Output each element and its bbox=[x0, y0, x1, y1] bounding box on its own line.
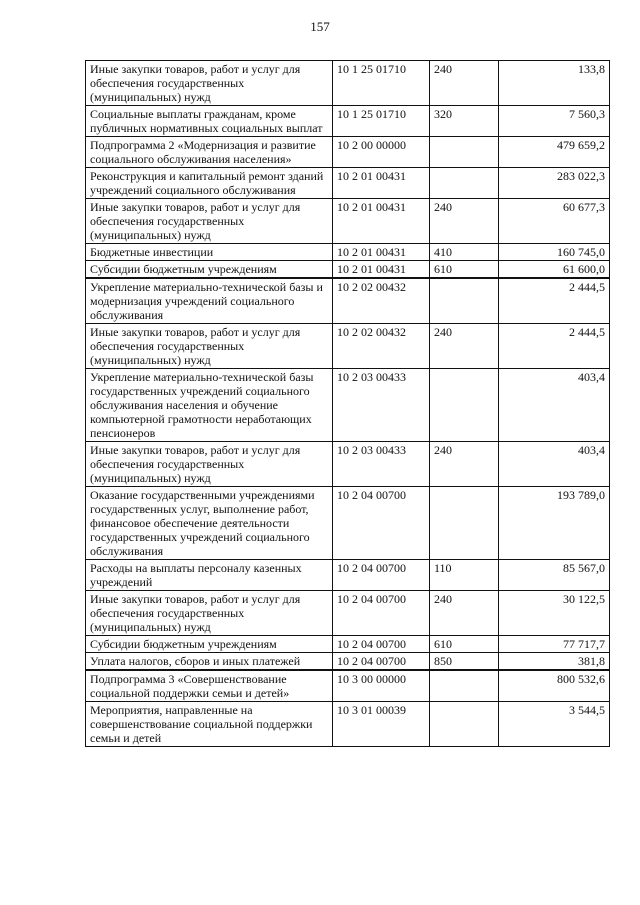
row-code: 10 1 25 01710 bbox=[333, 61, 430, 106]
row-amount: 7 560,3 bbox=[499, 106, 610, 137]
row-amount: 61 600,0 bbox=[499, 261, 610, 279]
row-code: 10 3 01 00039 bbox=[333, 702, 430, 747]
row-amount: 381,8 bbox=[499, 653, 610, 671]
budget-table-body bbox=[86, 61, 610, 747]
row-type bbox=[430, 137, 499, 168]
row-amount: 85 567,0 bbox=[499, 560, 610, 591]
table-row bbox=[86, 261, 610, 279]
row-amount: 283 022,3 bbox=[499, 168, 610, 199]
row-code: 10 2 04 00700 bbox=[333, 560, 430, 591]
row-type: 240 bbox=[430, 442, 499, 487]
row-amount: 160 745,0 bbox=[499, 244, 610, 261]
row-type: 110 bbox=[430, 560, 499, 591]
row-code: 10 2 02 00432 bbox=[333, 278, 430, 324]
row-name: Иные закупки товаров, работ и услуг для обеспечения государственных (муниципальных) нужд bbox=[86, 442, 333, 487]
row-amount: 800 532,6 bbox=[499, 670, 610, 702]
row-code: 10 2 04 00700 bbox=[333, 636, 430, 653]
row-name: Субсидии бюджетным учреждениям bbox=[86, 261, 333, 279]
row-name: Иные закупки товаров, работ и услуг для обеспечения государственных (муниципальных) нужд bbox=[86, 61, 333, 106]
row-type: 850 bbox=[430, 653, 499, 671]
row-type bbox=[430, 278, 499, 324]
row-name: Мероприятия, направленные на совершенствование социальной поддержки семьи и детей bbox=[86, 702, 333, 747]
row-code: 10 2 04 00700 bbox=[333, 653, 430, 671]
row-name: Иные закупки товаров, работ и услуг для обеспечения государственных (муниципальных) нужд bbox=[86, 591, 333, 636]
table-row bbox=[86, 324, 610, 369]
row-amount: 193 789,0 bbox=[499, 487, 610, 560]
row-name: Уплата налогов, сборов и иных платежей bbox=[86, 653, 333, 671]
table-row bbox=[86, 591, 610, 636]
table-row bbox=[86, 653, 610, 671]
row-type: 320 bbox=[430, 106, 499, 137]
table-row bbox=[86, 487, 610, 560]
row-code: 10 2 01 00431 bbox=[333, 168, 430, 199]
row-type: 610 bbox=[430, 261, 499, 279]
row-amount: 30 122,5 bbox=[499, 591, 610, 636]
row-code: 10 2 01 00431 bbox=[333, 261, 430, 279]
row-type: 240 bbox=[430, 324, 499, 369]
table-row bbox=[86, 199, 610, 244]
row-type bbox=[430, 702, 499, 747]
table-row bbox=[86, 106, 610, 137]
table-row bbox=[86, 702, 610, 747]
row-code: 10 2 04 00700 bbox=[333, 487, 430, 560]
table-row bbox=[86, 442, 610, 487]
row-name: Оказание государственными учреждениями государственных услуг, выполнение работ, финансовое обеспечение деятельности государственных учреждений социального обслуживания bbox=[86, 487, 333, 560]
row-name: Реконструкция и капитальный ремонт зданий учреждений социального обслуживания bbox=[86, 168, 333, 199]
row-name: Бюджетные инвестиции bbox=[86, 244, 333, 261]
row-amount: 133,8 bbox=[499, 61, 610, 106]
table-row bbox=[86, 278, 610, 324]
table-row bbox=[86, 244, 610, 261]
row-name: Социальные выплаты гражданам, кроме публичных нормативных социальных выплат bbox=[86, 106, 333, 137]
table-row bbox=[86, 369, 610, 442]
row-code: 10 1 25 01710 bbox=[333, 106, 430, 137]
row-type: 240 bbox=[430, 199, 499, 244]
row-code: 10 2 03 00433 bbox=[333, 442, 430, 487]
row-code: 10 2 00 00000 bbox=[333, 137, 430, 168]
page-number: 157 bbox=[310, 19, 330, 34]
row-type: 240 bbox=[430, 591, 499, 636]
table-row bbox=[86, 61, 610, 106]
row-code: 10 2 04 00700 bbox=[333, 591, 430, 636]
row-amount: 479 659,2 bbox=[499, 137, 610, 168]
row-amount: 77 717,7 bbox=[499, 636, 610, 653]
row-code: 10 2 01 00431 bbox=[333, 244, 430, 261]
row-type: 610 bbox=[430, 636, 499, 653]
row-name: Укрепление материально-технической базы и модернизация учреждений социального обслуживания bbox=[86, 278, 333, 324]
row-amount: 2 444,5 bbox=[499, 278, 610, 324]
row-name: Иные закупки товаров, работ и услуг для обеспечения государственных (муниципальных) нужд bbox=[86, 324, 333, 369]
row-name: Субсидии бюджетным учреждениям bbox=[86, 636, 333, 653]
row-code: 10 2 02 00432 bbox=[333, 324, 430, 369]
budget-table bbox=[85, 60, 610, 747]
row-name: Подпрограмма 3 «Совершенствование социальной поддержки семьи и детей» bbox=[86, 670, 333, 702]
row-type bbox=[430, 168, 499, 199]
row-type: 410 bbox=[430, 244, 499, 261]
row-amount: 403,4 bbox=[499, 442, 610, 487]
row-amount: 2 444,5 bbox=[499, 324, 610, 369]
row-code: 10 2 03 00433 bbox=[333, 369, 430, 442]
row-name: Расходы на выплаты персоналу казенных учреждений bbox=[86, 560, 333, 591]
table-row bbox=[86, 636, 610, 653]
row-name: Иные закупки товаров, работ и услуг для обеспечения государственных (муниципальных) нужд bbox=[86, 199, 333, 244]
row-type bbox=[430, 670, 499, 702]
row-amount: 3 544,5 bbox=[499, 702, 610, 747]
row-name: Укрепление материально-технической базы государственных учреждений социального обслуживания населения и обучение компьютерной грамотности неработающих пенсионеров bbox=[86, 369, 333, 442]
row-code: 10 2 01 00431 bbox=[333, 199, 430, 244]
table-row bbox=[86, 168, 610, 199]
row-code: 10 3 00 00000 bbox=[333, 670, 430, 702]
row-name: Подпрограмма 2 «Модернизация и развитие социального обслуживания населения» bbox=[86, 137, 333, 168]
table-row bbox=[86, 670, 610, 702]
row-amount: 403,4 bbox=[499, 369, 610, 442]
row-type bbox=[430, 369, 499, 442]
row-type: 240 bbox=[430, 61, 499, 106]
row-type bbox=[430, 487, 499, 560]
row-amount: 60 677,3 bbox=[499, 199, 610, 244]
table-row bbox=[86, 137, 610, 168]
table-row bbox=[86, 560, 610, 591]
